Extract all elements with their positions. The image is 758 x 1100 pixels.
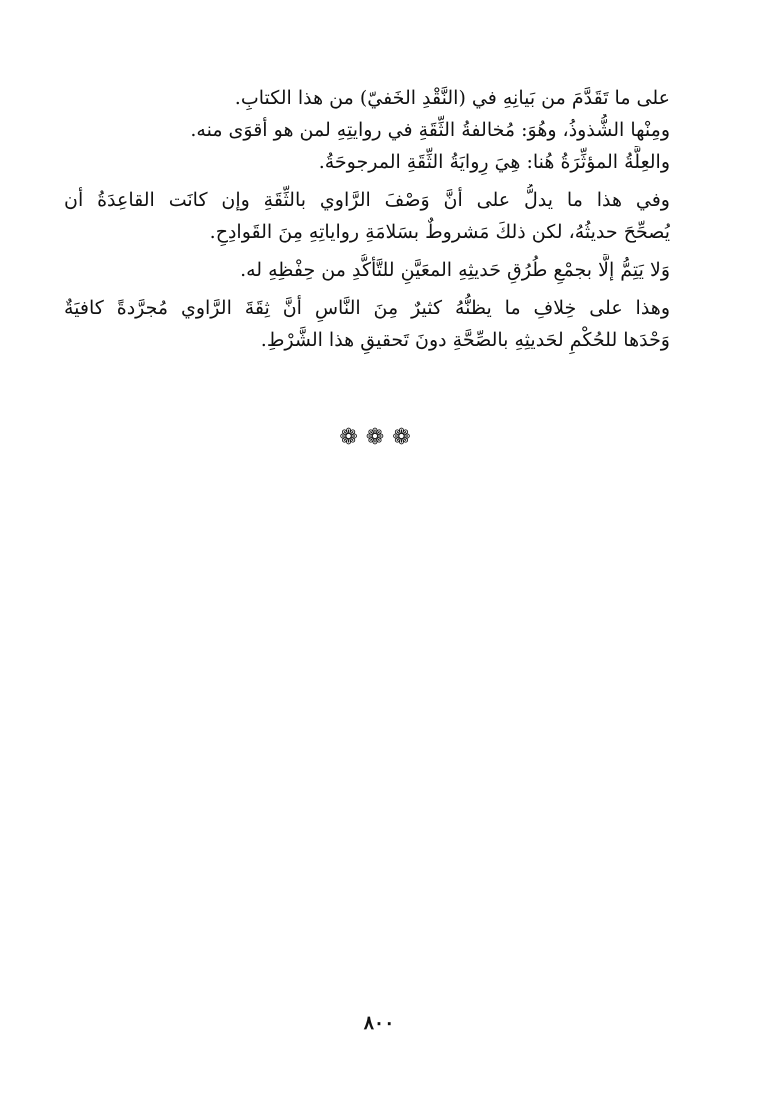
text-line-5: يُصحِّحَ حديثُهُ، لكن ذلكَ مَشروطٌ بسَلامَةِ رواياتِهِ مِنَ القَوادِحِ. [209, 221, 670, 243]
text-line-1: على ما تَقَدَّمَ من بَيانِهِ في (النَّقْدِ الخَفيّ) من هذا الكتابِ. [234, 87, 670, 109]
body-text [64, 82, 670, 356]
text-line-7: وهذا على خِلافِ ما يظنُّهُ كثيرٌ مِنَ النَّاسِ أنَّ ثِقَةَ الرَّاوي مُجرَّدةً كافيَةٌ [64, 297, 670, 319]
page-number: ٨٠٠ [363, 1012, 395, 1034]
text-line-3: والعِلَّةُ المؤثِّرَةُ هُنا: هِيَ رِوايَةُ الثِّقَةِ المرجوحَةُ. [318, 151, 670, 173]
text-line-2: ومِنْها الشُّذوذُ، وهُوَ: مُخالفةُ الثِّقَةِ في روايتِهِ لمن هو أقوَى منه. [190, 119, 670, 141]
section-end-ornament: ❁❁❁ [339, 425, 419, 450]
text-line-4: وفي هذا ما يدلُّ على أنَّ وَصْفَ الرَّاوي بالثِّقَةِ وإن كانَت القاعِدَةُ أن [64, 189, 670, 211]
text-line-6: وَلا يَتِمُّ إلَّا بجمْعِ طُرُقِ حَديثِهِ المعَيَّنِ للتَّأكُّدِ من حِفْظِهِ له. [240, 259, 670, 281]
text-line-8: وَحْدَها للحُكْمِ لحَديثِهِ بالصِّحَّةِ دونَ تَحقيقِ هذا الشَّرْطِ. [260, 329, 670, 351]
